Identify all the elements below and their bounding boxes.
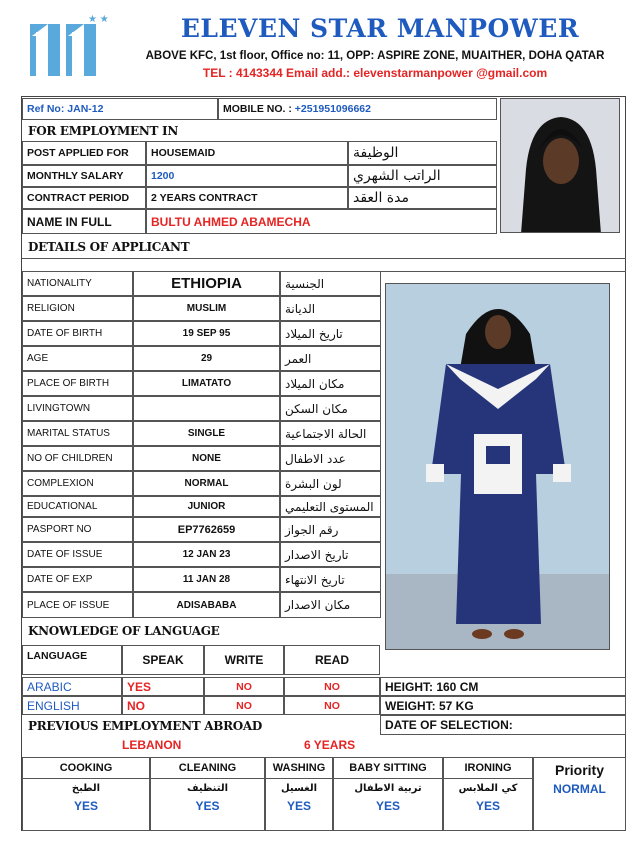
detail-arabic: العمر [280,346,381,371]
detail-value [133,396,280,421]
detail-label: PASPORT NO [22,517,133,542]
detail-value: LIMATATO [133,371,280,396]
ref-number [22,98,218,120]
details-divider [22,258,626,272]
detail-arabic: المستوى التعليمي [280,496,381,517]
salary-arabic: الراتب الشهري [348,165,497,187]
contract-label: CONTRACT PERIOD [22,187,146,209]
detail-arabic: تاريخ الميلاد [280,321,381,346]
detail-label: EDUCATIONAL [22,496,133,517]
detail-label: AGE [22,346,133,371]
detail-label: DATE OF ISSUE [22,542,133,567]
detail-value: 11 JAN 28 [133,567,280,592]
skill-value: YES [150,797,265,831]
details-title: DETAILS OF APPLICANT [28,240,190,254]
detail-label: PLACE OF BIRTH [22,371,133,396]
ref-label: Ref No: [27,103,65,115]
post-arabic: الوظيفة [348,141,497,165]
applicant-portrait-photo [500,98,620,233]
skill-value: YES [265,797,333,831]
previous-country: LEBANON [122,738,182,752]
mobile-number [218,98,497,120]
skill-label: CLEANING [150,757,265,779]
detail-value: 12 JAN 23 [133,542,280,567]
skill-arabic: الطبخ [22,779,150,797]
previous-duration: 6 YEARS [304,738,356,752]
salary-value: 1200 [146,165,348,187]
detail-label: RELIGION [22,296,133,321]
detail-value: 29 [133,346,280,371]
detail-arabic: لون البشرة [280,471,381,496]
detail-label: MARITAL STATUS [22,421,133,446]
detail-label: NO OF CHILDREN [22,446,133,471]
lang-english-read: NO [284,696,380,715]
skill-label: IRONING [443,757,533,779]
detail-value: 19 SEP 95 [133,321,280,346]
detail-arabic: الديانة [280,296,381,321]
lang-arabic-speak: YES [122,677,204,696]
skill-label: COOKING [22,757,150,779]
post-value: HOUSEMAID [146,141,348,165]
mobile-value: +251951096662 [294,103,371,115]
skill-arabic: الغسيل [265,779,333,797]
detail-label: NATIONALITY [22,271,133,296]
salary-label: MONTHLY SALARY [22,165,146,187]
detail-label: DATE OF EXP [22,567,133,592]
detail-arabic: الجنسية [280,271,381,296]
detail-value: NORMAL [133,471,280,496]
detail-arabic: مكان الميلاد [280,371,381,396]
lang-arabic-read: NO [284,677,380,696]
post-label: POST APPLIED FOR [22,141,146,165]
skill-arabic: التنظيف [150,779,265,797]
detail-label: DATE OF BIRTH [22,321,133,346]
lang-english: ENGLISH [22,696,122,715]
skill-arabic: كي الملابس [443,779,533,797]
detail-value: ADISABABA [133,592,280,618]
skill-value: YES [333,797,443,831]
mobile-label: MOBILE NO. : [223,103,292,115]
lang-arabic: ARABIC [22,677,122,696]
language-title: KNOWLEDGE OF LANGUAGE [28,624,220,638]
detail-label: LIVINGTOWN [22,396,133,421]
document-header [0,0,638,96]
weight-value: WEIGHT: 57 KG [380,696,626,715]
lang-english-speak: NO [122,696,204,715]
lang-arabic-write: NO [204,677,284,696]
detail-arabic: رقم الجواز [280,517,381,542]
detail-value: NONE [133,446,280,471]
previous-title: PREVIOUS EMPLOYMENT ABROAD [28,719,263,733]
name-value: BULTU AHMED ABAMECHA [146,209,497,234]
lang-header-write: WRITE [204,645,284,675]
skill-arabic: تربية الاطفال [333,779,443,797]
employment-title: FOR EMPLOYMENT IN [28,124,179,138]
detail-value: EP7762659 [133,517,280,542]
detail-arabic: عدد الاطفال [280,446,381,471]
lang-header-read: READ [284,645,380,675]
logo-stars: ★ ★ ★ [88,14,109,36]
lang-header-language: LANGUAGE [22,645,122,675]
date-of-selection: DATE OF SELECTION: [380,715,626,735]
name-label: NAME IN FULL [22,209,146,234]
company-name: ELEVEN STAR MANPOWER [180,14,580,43]
detail-arabic: مكان الاصدار [280,592,381,618]
lang-header-speak: SPEAK [122,645,204,675]
detail-value: JUNIOR [133,496,280,517]
detail-arabic: تاريخ الانتهاء [280,567,381,592]
priority-cell-bottom [533,797,626,831]
lang-english-write: NO [204,696,284,715]
detail-arabic: تاريخ الاصدار [280,542,381,567]
skill-value: YES [443,797,533,831]
detail-label: PLACE OF ISSUE [22,592,133,618]
detail-value: SINGLE [133,421,280,446]
logo-number [26,14,27,15]
company-contact: TEL : 4143344 Email add.: elevenstarmanpower @gmail.com [202,66,548,80]
skill-label: WASHING [265,757,333,779]
detail-arabic: الحالة الاجتماعية [280,421,381,446]
priority-value: NORMAL [533,781,626,797]
priority-label: Priority [533,757,626,781]
company-logo [26,14,116,80]
detail-arabic: مكان السكن [280,396,381,421]
ref-value: JAN-12 [67,103,104,115]
contract-arabic: مدة العقد [348,187,497,209]
detail-value: ETHIOPIA [133,271,280,296]
height-value: HEIGHT: 160 CM [380,677,626,696]
company-address: ABOVE KFC, 1st floor, Office no: 11, OPP: ASPIRE ZONE, MUAITHER, DOHA QATAR [145,50,605,62]
skill-value: YES [22,797,150,831]
detail-value: MUSLIM [133,296,280,321]
detail-label: COMPLEXION [22,471,133,496]
contract-value: 2 YEARS CONTRACT [146,187,348,209]
skill-label: BABY SITTING [333,757,443,779]
applicant-full-photo [385,283,610,650]
